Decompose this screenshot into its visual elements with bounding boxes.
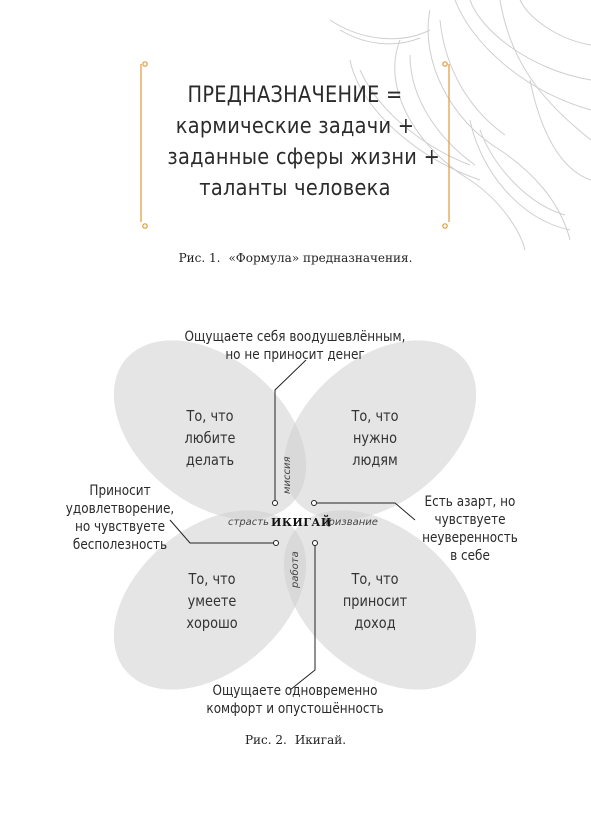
petal-tl-line-3: делать: [185, 451, 235, 469]
figure-1-text: «Формула» предназначения.: [228, 251, 413, 265]
formula-line-1: ПРЕДНАЗНАЧЕНИЕ =: [187, 83, 403, 108]
callout-dot-top: [273, 501, 278, 506]
callout-top: [170, 328, 419, 364]
callout-left-line-1: Приносит: [89, 483, 151, 499]
petal-tl-line-2: любите: [184, 429, 236, 447]
callout-bottom-line-2: комфорт и опустошённость: [206, 701, 384, 717]
figure-1-caption: [0, 251, 591, 265]
overlap-label-top: миссия: [282, 456, 293, 494]
ikigai-diagram: [0, 310, 591, 730]
overlap-label-left: страсть: [228, 517, 270, 528]
petal-top-left-text: [167, 405, 253, 471]
figure-2-caption: [0, 733, 591, 747]
callout-dot-left: [274, 541, 279, 546]
petal-br-line-3: доход: [354, 614, 396, 632]
callout-left-line-4: бесполезность: [72, 537, 168, 553]
callout-bottom-line-1: Ощущаете одновременно: [212, 683, 378, 699]
callout-bottom: [170, 682, 419, 718]
petal-tr-line-2: нужно: [352, 429, 398, 447]
ikigai-center-label: ИКИГАЙ: [271, 516, 332, 529]
formula-line-2: кармические задачи +: [175, 114, 415, 139]
petal-tl-line-1: То, что: [186, 407, 234, 425]
petal-bottom-left-text: [169, 568, 255, 634]
callout-left: [60, 482, 180, 554]
formula-text: [167, 80, 441, 204]
formula-line-3: заданные сферы жизни +: [167, 145, 441, 170]
petal-bl-line-2: умеете: [187, 592, 237, 610]
callout-left-line-3: но чувствуете: [74, 519, 166, 535]
petal-bl-line-3: хорошо: [186, 614, 238, 632]
callout-right-line-4: в себе: [450, 548, 490, 564]
callout-dot-right: [312, 501, 317, 506]
formula-line-4: таланты человека: [199, 176, 391, 201]
callout-right-line-2: чувствуете: [434, 512, 506, 528]
callout-right-line-1: Есть азарт, но: [424, 494, 516, 510]
petal-bl-line-1: То, что: [188, 570, 236, 588]
callout-dot-bottom: [313, 541, 318, 546]
petal-tr-line-3: людям: [352, 451, 398, 469]
callout-right: [410, 493, 530, 565]
petal-br-line-1: То, что: [351, 570, 399, 588]
petal-br-line-2: приносит: [342, 592, 408, 610]
callout-left-line-2: удовлетворение,: [65, 501, 175, 517]
petal-bottom-right-text: [332, 568, 418, 634]
petal-top-right-text: [332, 405, 418, 471]
overlap-label-right: призвание: [322, 517, 378, 528]
petal-tr-line-1: То, что: [351, 407, 399, 425]
callout-top-line-1: Ощущаете себя воодушевлённым,: [184, 329, 406, 345]
figure-2-text: Икигай.: [294, 733, 347, 747]
figure-1-number: Рис. 1.: [178, 251, 221, 265]
overlap-label-bottom: работа: [290, 551, 301, 588]
figure-2-number: Рис. 2.: [244, 733, 287, 747]
callout-top-line-2: но не приносит денег: [225, 347, 365, 363]
callout-right-line-3: неуверенность: [422, 530, 518, 546]
